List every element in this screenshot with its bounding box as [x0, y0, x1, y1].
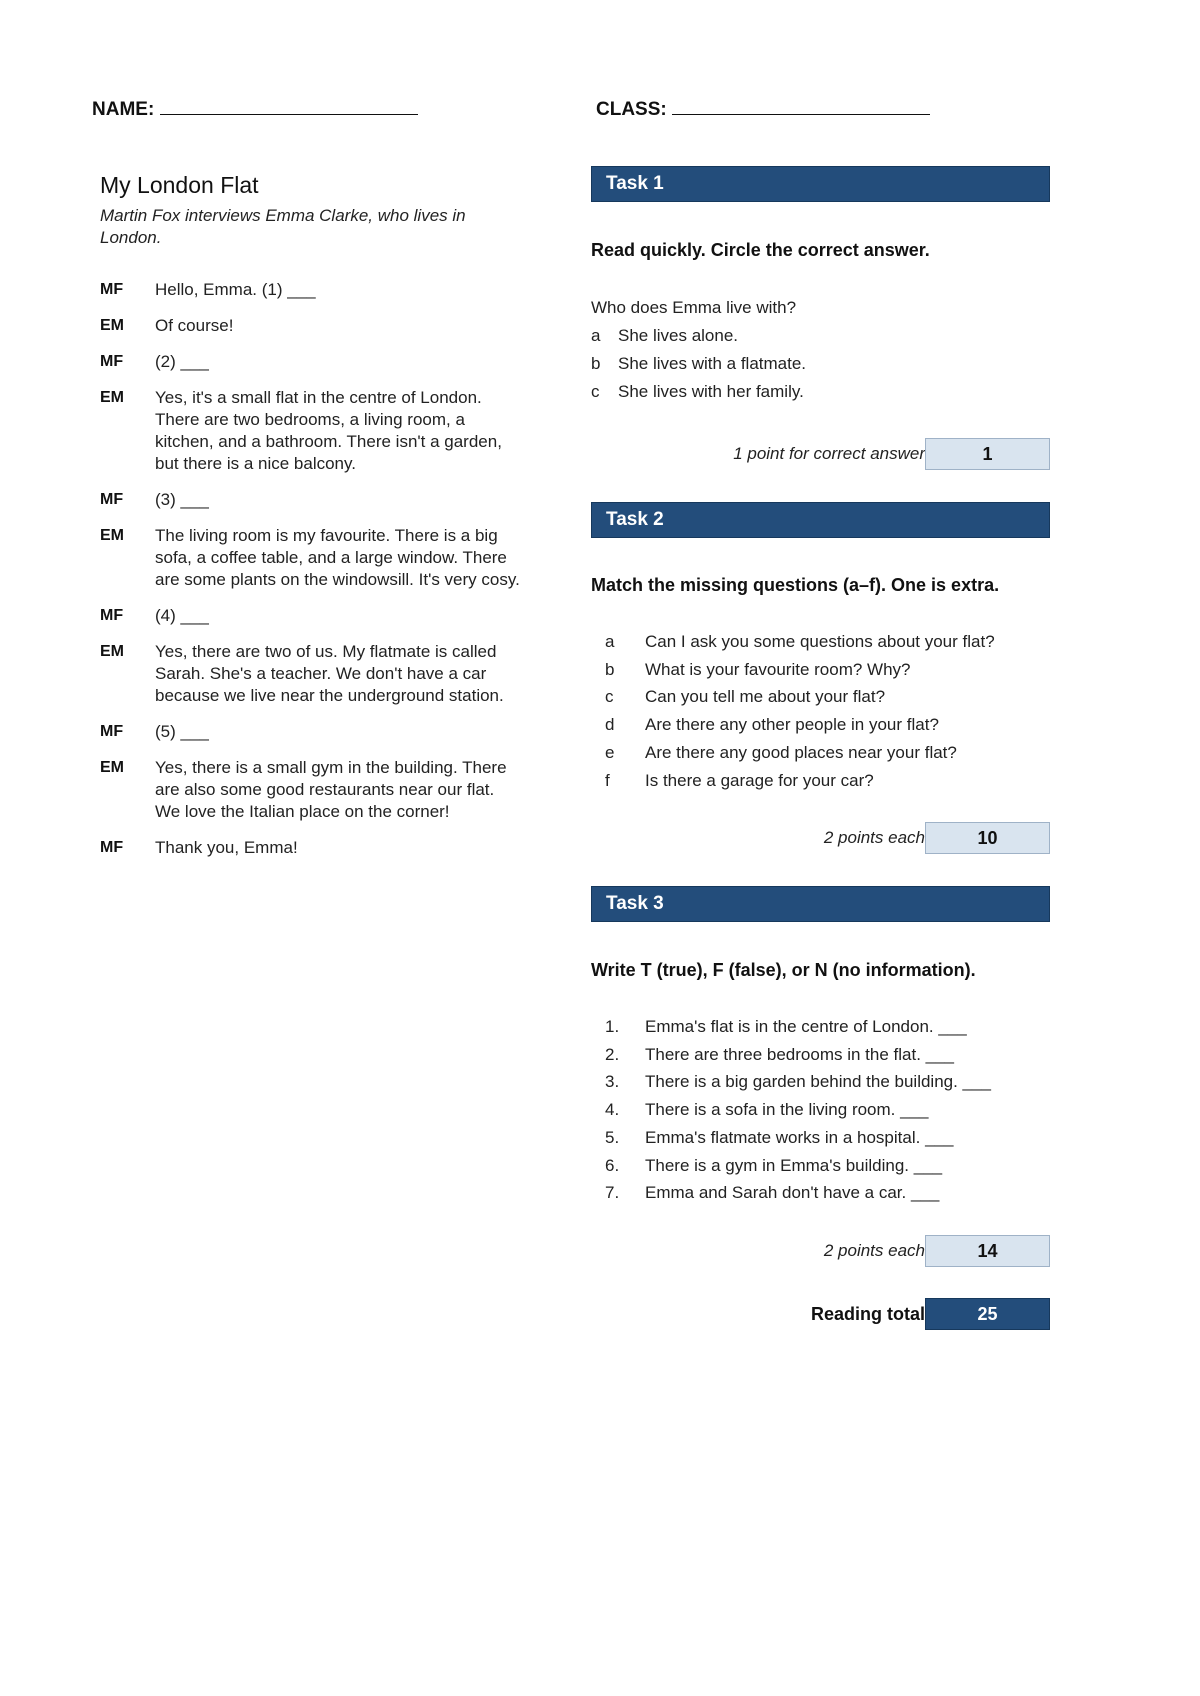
option-text: She lives with a flatmate.	[618, 354, 807, 373]
statement-number: 7.	[605, 1183, 620, 1203]
question-option-e	[605, 739, 995, 767]
speaker: EM	[100, 643, 124, 660]
statement-number: 5.	[605, 1127, 620, 1147]
statement-item[interactable]	[605, 1068, 991, 1096]
dialogue-line	[100, 605, 520, 627]
task2-instruction: Match the missing questions (a–f). One is extra.	[591, 575, 1000, 595]
class-blank[interactable]	[672, 98, 930, 115]
task1-header: Task 1	[591, 166, 1050, 202]
story-title: My London Flat	[100, 172, 259, 198]
task3-score-label: 2 points each	[823, 1241, 925, 1260]
question-option-f	[605, 767, 995, 795]
dialogue-line	[100, 315, 520, 337]
task1-score-box: 1	[925, 438, 1050, 470]
task2-header: Task 2	[591, 502, 1050, 538]
dialogue-text: Of course!	[155, 316, 234, 335]
dialogue-line	[100, 351, 520, 373]
dialogue-line	[100, 489, 520, 511]
reading-text	[100, 168, 520, 873]
question-option-c	[605, 683, 995, 711]
class-label: CLASS:	[596, 99, 667, 120]
name-field[interactable]	[92, 98, 418, 121]
option-text: What is your favourite room? Why?	[645, 659, 911, 679]
option-text: She lives with her family.	[618, 382, 804, 401]
option-key: a	[591, 326, 601, 345]
statement-item[interactable]	[605, 1124, 991, 1152]
statement-number: 6.	[605, 1155, 620, 1175]
reading-total-label: Reading total	[810, 1304, 925, 1324]
option-key: b	[591, 354, 601, 373]
dialogue-text: Hello, Emma. (1) ___	[155, 280, 316, 299]
reading-total-box: 25	[925, 1298, 1050, 1330]
story-subtitle: Martin Fox interviews Emma Clarke, who lives in London.	[100, 206, 466, 247]
task2-score-label: 2 points each	[823, 828, 925, 847]
statement-item[interactable]	[605, 1179, 991, 1207]
statement-text: Emma's flat is in the centre of London. ___	[645, 1017, 967, 1036]
question-option-a	[605, 628, 995, 656]
task3-header: Task 3	[591, 886, 1050, 922]
statement-text: There is a sofa in the living room. ___	[645, 1100, 929, 1120]
name-label: NAME:	[92, 99, 155, 120]
task1-instruction: Read quickly. Circle the correct answer.	[591, 240, 930, 260]
speaker: MF	[100, 723, 124, 740]
dialogue-text: Thank you, Emma!	[155, 838, 298, 857]
task3-instruction: Write T (true), F (false), or N (no information).	[591, 960, 976, 980]
dialogue-text: Yes, there is a small gym in the building. There are also some good restaurants near our flat. We love the Italian place on the corner!	[155, 758, 507, 821]
speaker: EM	[100, 759, 124, 776]
option-text: Are there any good places near your flat?	[645, 742, 957, 762]
statement-text: There is a gym in Emma's building. ___	[645, 1155, 943, 1175]
task3-score-box: 14	[925, 1235, 1050, 1267]
statement-item[interactable]	[605, 1041, 991, 1069]
dialogue-line	[100, 525, 520, 591]
statement-number: 4.	[605, 1100, 620, 1120]
option-text: Is there a garage for your car?	[645, 770, 874, 790]
speaker: EM	[100, 317, 124, 334]
task1-score-label: 1 point for correct answer	[733, 444, 925, 463]
option-key: c	[591, 382, 600, 401]
dialogue-line	[100, 387, 520, 475]
option-text: She lives alone.	[618, 326, 739, 345]
task2-score-box: 10	[925, 822, 1050, 854]
class-field[interactable]	[596, 98, 930, 121]
dialogue-line	[100, 279, 520, 301]
dialogue-line	[100, 757, 520, 823]
statement-number: 3.	[605, 1072, 620, 1092]
statement-number: 2.	[605, 1044, 620, 1064]
question-option-b	[605, 656, 995, 684]
dialogue-text: (4) ___	[155, 606, 209, 625]
dialogue-line	[100, 641, 520, 707]
question-option-d	[605, 711, 995, 739]
task1-options	[591, 322, 806, 406]
answer-option-a[interactable]	[591, 322, 806, 350]
dialogue-text: The living room is my favourite. There is a big sofa, a coffee table, and a large window. There are some plants on the windowsill. It's very cosy.	[155, 526, 520, 589]
name-blank[interactable]	[160, 98, 418, 115]
speaker: EM	[100, 527, 124, 544]
dialogue-line	[100, 837, 520, 859]
task1-question: Who does Emma live with?	[591, 298, 797, 317]
statement-text: Emma and Sarah don't have a car. ___	[645, 1183, 940, 1203]
dialogue-line	[100, 721, 520, 743]
dialogue-text: (5) ___	[155, 722, 209, 741]
option-key: c	[605, 687, 614, 707]
option-key: e	[605, 742, 615, 762]
option-key: a	[605, 632, 615, 651]
task3-statements	[605, 1013, 991, 1207]
speaker: MF	[100, 491, 124, 508]
statement-number: 1.	[605, 1017, 620, 1036]
speaker: MF	[100, 281, 124, 298]
option-text: Are there any other people in your flat?	[645, 715, 939, 735]
option-key: f	[605, 770, 610, 790]
dialogue-text: (2) ___	[155, 352, 209, 371]
statement-item[interactable]	[605, 1152, 991, 1180]
speaker: MF	[100, 353, 124, 370]
answer-option-b[interactable]	[591, 350, 806, 378]
speaker: EM	[100, 389, 124, 406]
speaker: MF	[100, 607, 124, 624]
option-key: d	[605, 715, 615, 735]
statement-text: Emma's flatmate works in a hospital. ___	[645, 1127, 954, 1147]
option-text: Can I ask you some questions about your flat?	[645, 632, 995, 651]
statement-item[interactable]	[605, 1013, 991, 1041]
dialogue-text: (3) ___	[155, 490, 209, 509]
dialogue-text: Yes, it's a small flat in the centre of London. There are two bedrooms, a living room, a kitchen, and a bathroom. There isn't a garden, but there is a nice balcony.	[155, 388, 502, 473]
task2-options	[605, 628, 995, 794]
statement-item[interactable]	[605, 1096, 991, 1124]
option-text: Can you tell me about your flat?	[645, 687, 886, 707]
statement-text: There is a big garden behind the building. ___	[645, 1072, 991, 1092]
statement-text: There are three bedrooms in the flat. ___	[645, 1044, 955, 1064]
dialogue-text: Yes, there are two of us. My flatmate is called Sarah. She's a teacher. We don't have a car because we live near the underground station.	[155, 642, 504, 705]
option-key: b	[605, 659, 615, 679]
answer-option-c[interactable]	[591, 378, 806, 406]
speaker: MF	[100, 839, 124, 856]
